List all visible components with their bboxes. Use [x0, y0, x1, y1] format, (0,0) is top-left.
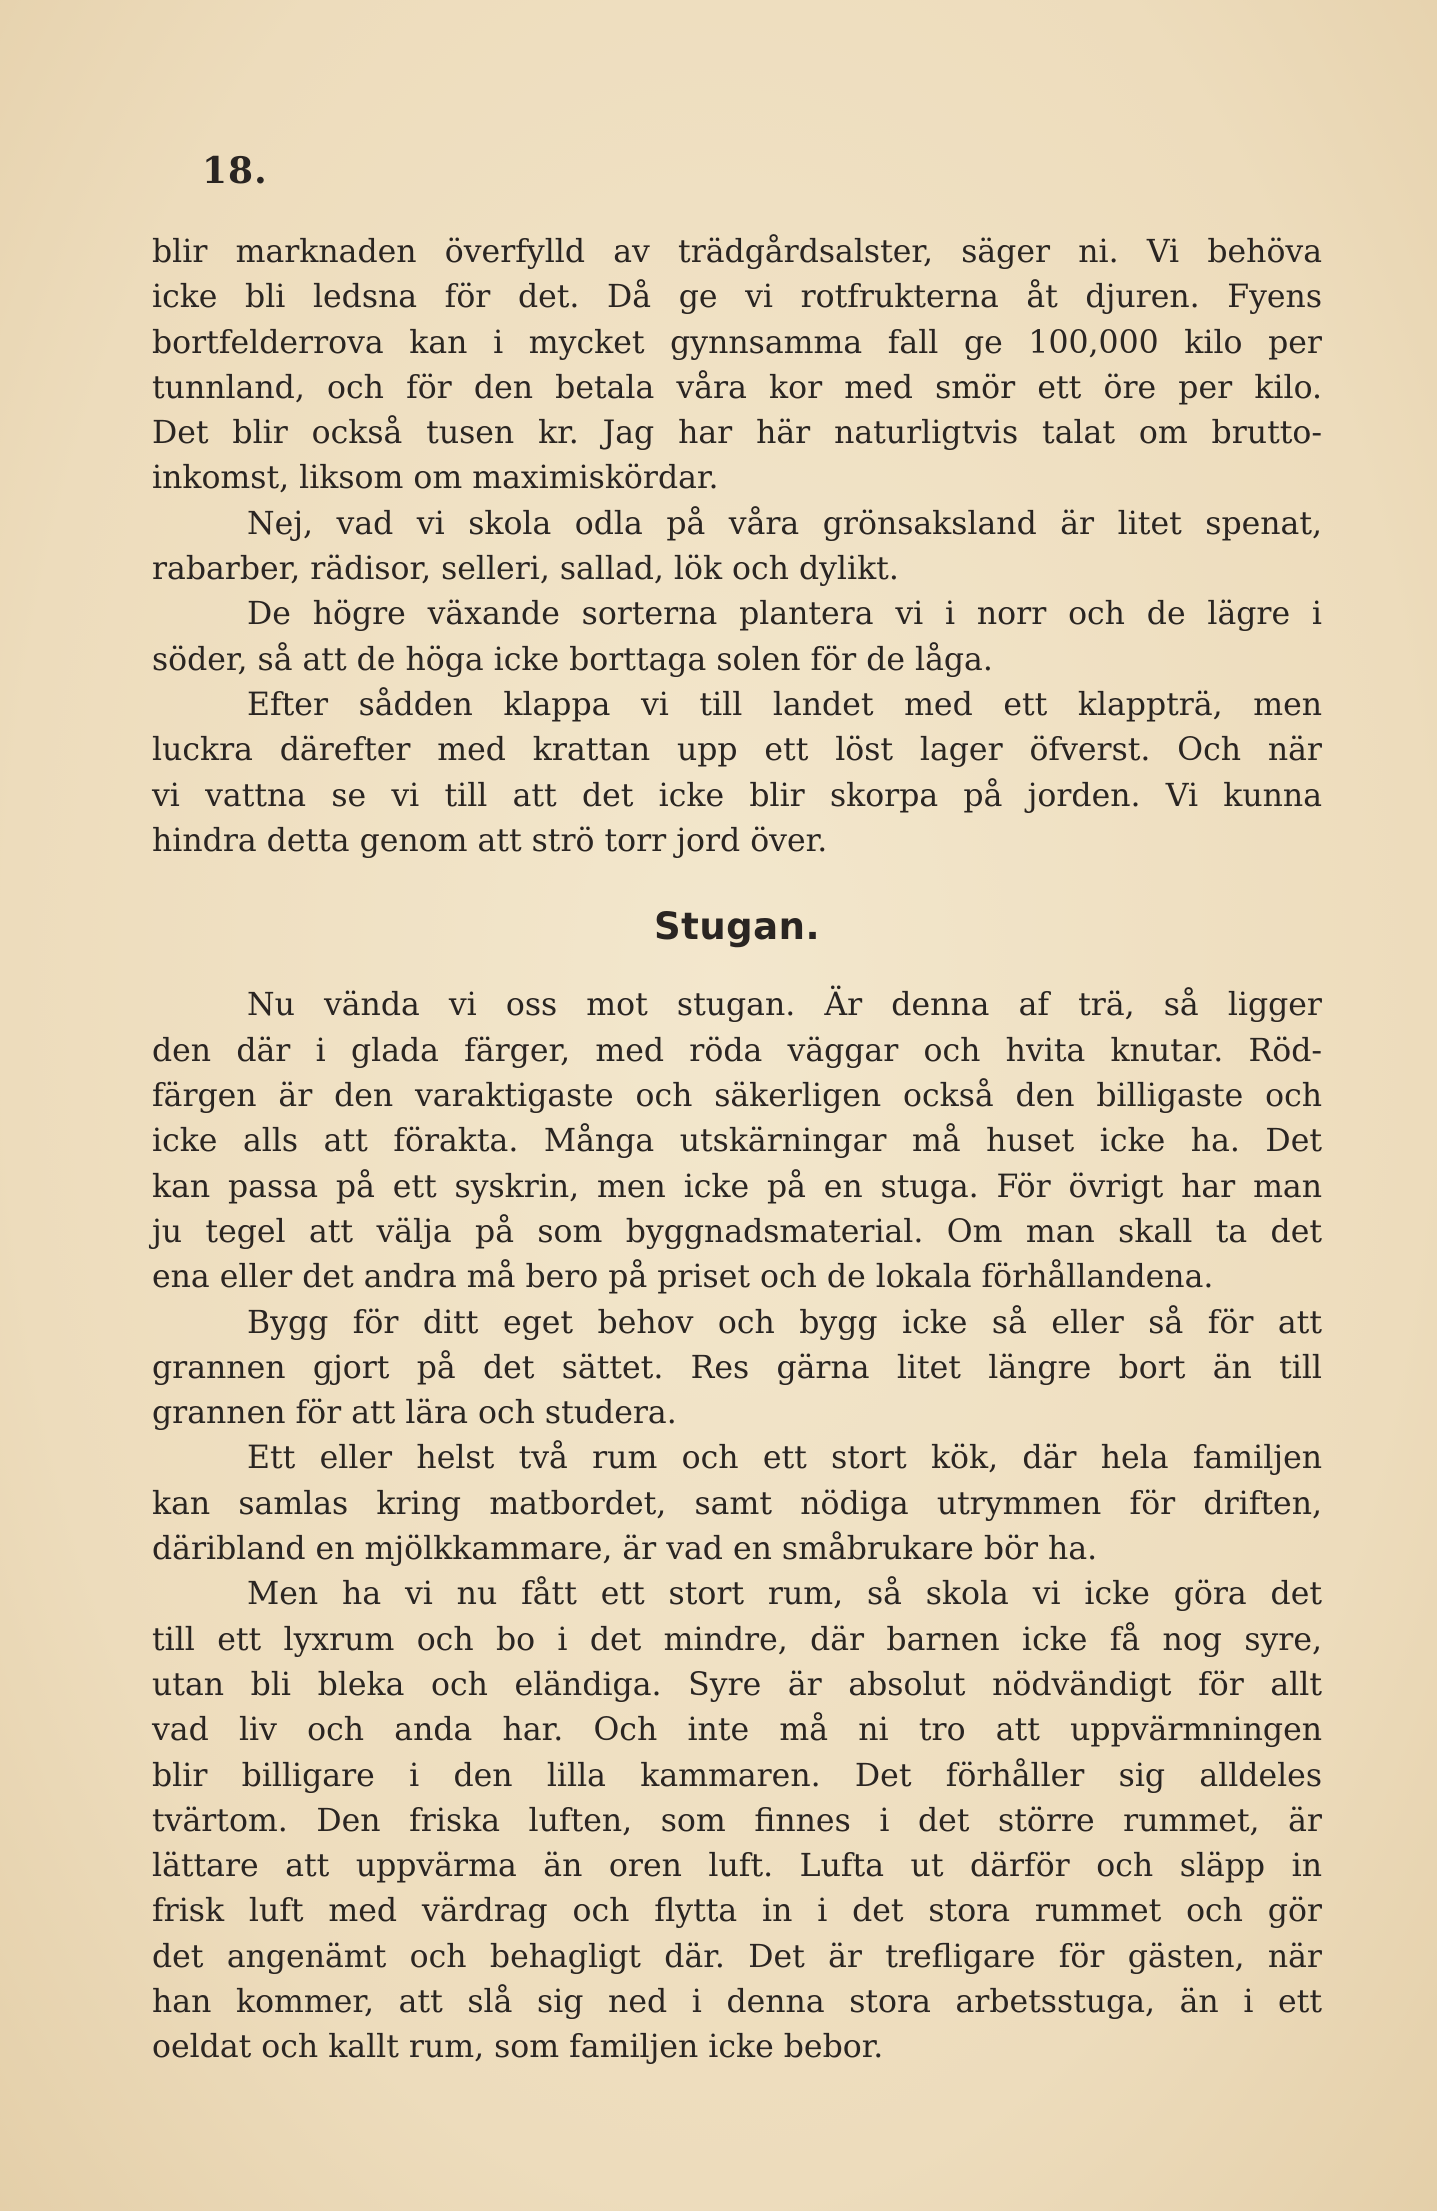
paragraph [152, 683, 1322, 864]
text-line: den där i glada färger, med röda väggar och hvita knutar. Röd- [152, 1032, 1322, 1069]
body-text [152, 230, 1322, 2071]
text-line: inkomst, liksom om maximiskördar. [152, 460, 719, 497]
text-line: utan bli bleka och eländiga. Syre är absolut nödvändigt för allt [152, 1666, 1322, 1703]
text-line: grannen för att lära och studera. [152, 1395, 677, 1432]
paragraph [152, 502, 1322, 593]
text-line: blir marknaden överfylld av trädgårdsalster, säger ni. Vi behöva [152, 234, 1322, 270]
text-line: tunnland, och för den betala våra kor med smör ett öre per kilo. [152, 369, 1322, 406]
text-line: grannen gjort på det sättet. Res gärna litet längre bort än till [152, 1349, 1322, 1386]
text-line: ju tegel att välja på som byggnadsmaterial. Om man skall ta det [152, 1213, 1322, 1250]
paragraph [152, 1436, 1322, 1572]
text-line: däribland en mjölkkammare, är vad en småbrukare bör ha. [152, 1531, 1098, 1568]
paragraph [152, 1572, 1322, 2070]
text-line: De högre växande sorterna plantera vi i norr och de lägre i [247, 596, 1322, 633]
text-line: icke bli ledsna för det. Då ge vi rotfrukterna åt djuren. Fyens [152, 279, 1322, 316]
text-line: frisk luft med värdrag och flytta in i det stora rummet och gör [152, 1893, 1322, 1930]
paragraphs-after-heading [152, 983, 1322, 2070]
text-line: Nej, vad vi skola odla på våra grönsaksland är litet spenat, [247, 505, 1322, 542]
text-line: till ett lyxrum och bo i det mindre, där barnen icke få nog syre, [152, 1621, 1322, 1658]
text-line: icke alls att förakta. Många utskärningar må huset icke ha. Det [152, 1123, 1322, 1160]
text-line: bortfelderrova kan i mycket gynnsamma fall ge 100,000 kilo per [152, 324, 1322, 361]
text-line: vad liv och anda har. Och inte må ni tro att uppvärmningen [152, 1712, 1322, 1749]
text-line: kan samlas kring matbordet, samt nödiga utrymmen för driften, [152, 1485, 1322, 1522]
text-line: Efter sådden klappa vi till landet med ett klappträ, men [247, 686, 1322, 723]
text-line: luckra därefter med krattan upp ett löst lager öfverst. Och när [152, 732, 1322, 769]
section-heading: Stugan. [653, 905, 821, 949]
text-line: lättare att uppvärma än oren luft. Lufta ut därför och släpp in [152, 1848, 1322, 1885]
text-line: Men ha vi nu fått ett stort rum, så skola vi icke göra det [247, 1576, 1322, 1613]
text-line: ena eller det andra må bero på priset och de lokala förhållandena. [152, 1259, 1214, 1296]
text-line: han kommer, att slå sig ned i denna stora arbetsstuga, än i ett [152, 1983, 1322, 2020]
paragraph [152, 1301, 1322, 1437]
text-line: tvärtom. Den friska luften, som finnes i det större rummet, är [152, 1802, 1322, 1839]
text-line: vi vattna se vi till att det icke blir skorpa på jorden. Vi kunna [152, 777, 1322, 814]
text-line: blir billigare i den lilla kammaren. Det förhåller sig alldeles [152, 1757, 1322, 1794]
text-line: Bygg för ditt eget behov och bygg icke så eller så för att [247, 1304, 1322, 1341]
text-line: kan passa på ett syskrin, men icke på en stuga. För övrigt har man [152, 1168, 1322, 1205]
text-line: Nu vända vi oss mot stugan. Är denna af trä, så ligger [247, 987, 1322, 1024]
text-line: Det blir också tusen kr. Jag har här naturligtvis talat om brutto- [152, 415, 1322, 452]
paragraphs-before-heading [152, 230, 1322, 864]
paragraph [152, 592, 1322, 683]
text-line: söder, så att de höga icke borttaga solen för de låga. [152, 641, 993, 678]
text-line: hindra detta genom att strö torr jord över. [152, 822, 828, 859]
text-line: Ett eller helst två rum och ett stort kök, där hela familjen [247, 1440, 1322, 1477]
text-line: oeldat och kallt rum, som familjen icke bebor. [152, 2029, 884, 2066]
page-number: 18. [202, 150, 268, 192]
paragraph [152, 230, 1322, 502]
paragraph [152, 983, 1322, 1300]
text-line: rabarber, rädisor, selleri, sallad, lök och dylikt. [152, 551, 899, 588]
text-line: det angenämt och behagligt där. Det är trefligare för gästen, när [152, 1938, 1322, 1975]
text-line: färgen är den varaktigaste och säkerligen också den billigaste och [152, 1078, 1322, 1115]
